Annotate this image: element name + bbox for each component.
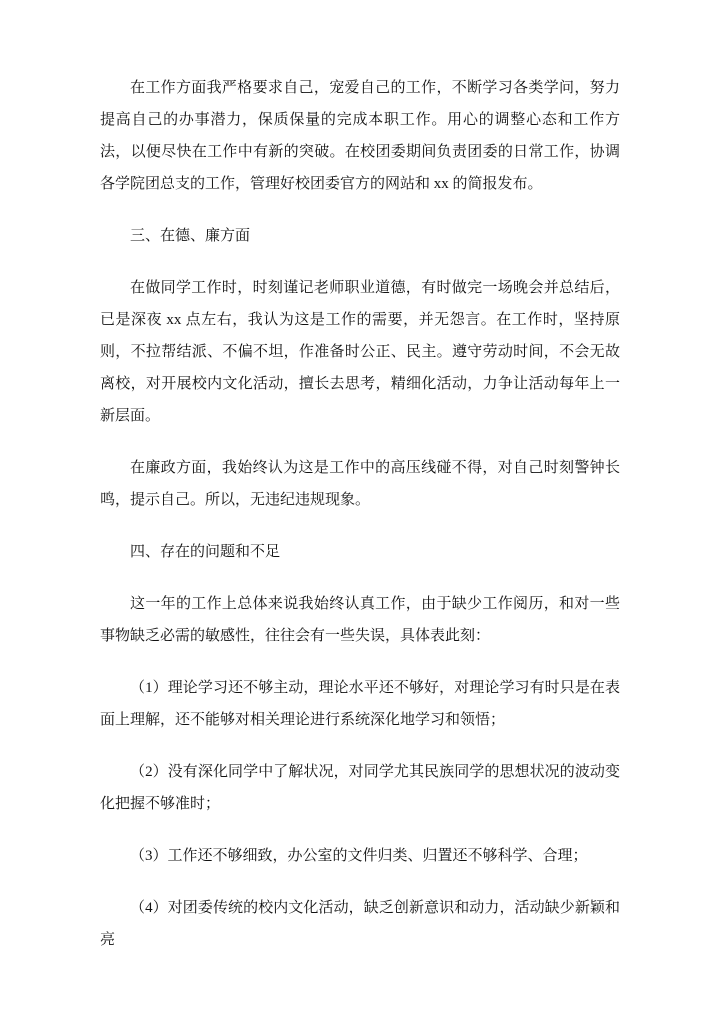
list-item-problem-2: （2）没有深化同学中了解状况，对同学尤其民族同学的思想状况的波动变化把握不够准时； xyxy=(100,764,620,812)
heading-section-4-problems: 四、存在的问题和不足 xyxy=(130,544,281,560)
list-item-problem-1: （1）理论学习还不够主动，理论水平还不够好，对理论学习有时只是在表面上理解，还不能够对相关理论进行系统深化地学习和领悟； xyxy=(100,680,620,728)
heading-section-3-ethics: 三、在德、廉方面 xyxy=(130,228,251,244)
paragraph-integrity: 在廉政方面，我始终认为这是工作中的高压线碰不得，对自己时刻警钟长鸣，提示自己。所以，无违纪违规现象。 xyxy=(100,460,620,508)
list-item-problem-3: （3）工作还不够细致，办公室的文件归类、归置还不够科学、合理； xyxy=(130,848,588,864)
list-item-problem-4: （4）对团委传统的校内文化活动，缺乏创新意识和动力，活动缺少新颖和亮 xyxy=(100,900,620,948)
paragraph-student-work: 在做同学工作时，时刻谨记老师职业道德，有时做完一场晚会并总结后，已是深夜 xx 点左右，我认为这是工作的需要，并无怨言。在工作时，坚持原则，不拉帮结派、不偏不坦，作准备时公正、民主。遵守劳动时间，不会无故离校，对开展校内文化活动，擅长去思考，精细化活动，力争让活动每年上一新层面。 xyxy=(100,280,620,424)
paragraph-work-aspect: 在工作方面我严格要求自己，宠爱自己的工作，不断学习各类学问，努力提高自己的办事潜力，保质保量的完成本职工作。用心的调整心态和工作方法，以便尽快在工作中有新的突破。在校团委期间负责团委的日常工作，协调各学院团总支的工作，管理好校团委官方的网站和 xx 的简报发布。 xyxy=(100,80,620,192)
paragraph-yearly-summary: 这一年的工作上总体来说我始终认真工作，由于缺少工作阅历，和对一些事物缺乏必需的敏感性，往往会有一些失误，具体表此刻： xyxy=(100,596,620,644)
